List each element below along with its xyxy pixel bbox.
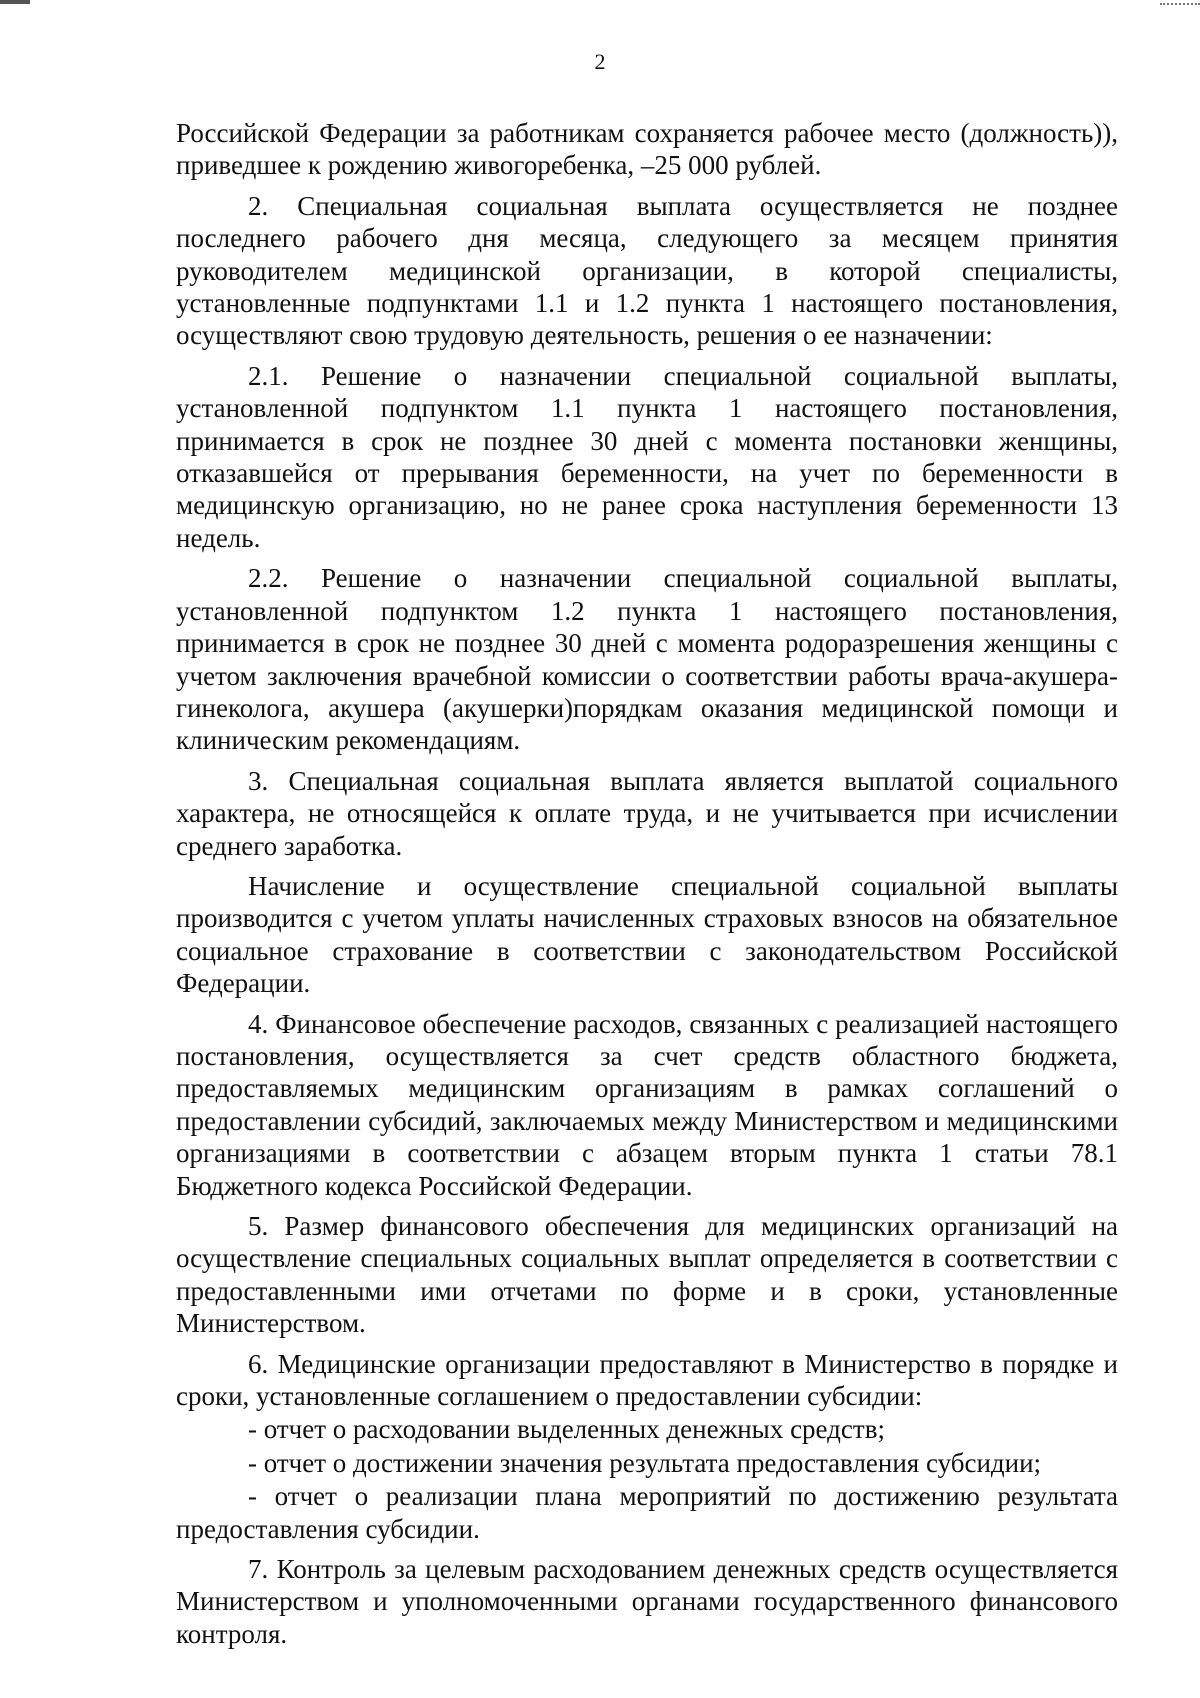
paragraph-3-accrual: Начисление и осуществление специальной социальной выплаты производится с учетом уплаты начисленных страховых взносов на обязательное социальное страхование в соответствии с законодательством Российской Федерации. bbox=[176, 870, 1118, 999]
paragraph-3: 3. Специальная социальная выплата является выплатой социального характера, не относящейся к оплате труда, и не учитывается при исчислении среднего заработка. bbox=[176, 765, 1118, 861]
scan-edge-mark-right bbox=[1160, 3, 1200, 7]
paragraph-2: 2. Специальная социальная выплата осуществляется не позднее последнего рабочего дня месяца, следующего за месяцем принятия руководителем медицинской организации, в которой специалисты, установленные подпунктами 1.1 и 1.2 пункта 1 настоящего постановления, осуществляют свою трудовую деятельность, решения о ее назначении: bbox=[176, 190, 1118, 351]
paragraph-7: 7. Контроль за целевым расходованием денежных средств осуществляется Министерством и уполномоченными органами государственного финансового контроля. bbox=[176, 1554, 1118, 1649]
paragraph-2-1: 2.1. Решение о назначении специальной социальной выплаты, установленной подпунктом 1.1 пункта 1 настоящего постановления, принимается в срок не позднее 30 дней с момента постановки женщины, отказавшейся от прерывания беременности, на учет по беременности в медицинскую организацию, но не ранее срока наступления беременности 13 недель. bbox=[176, 360, 1118, 553]
scan-edge-mark-left bbox=[0, 0, 30, 4]
list-item-report-plan: - отчет о реализации плана мероприятий по достижению результата предоставления субсидии. bbox=[176, 1481, 1118, 1544]
document-body bbox=[176, 117, 1118, 1650]
paragraph-6: 6. Медицинские организации предоставляют в Министерство в порядке и сроки, установленные соглашением о предоставлении субсидии: bbox=[176, 1348, 1118, 1412]
paragraph-4: 4. Финансовое обеспечение расходов, связанных с реализацией настоящего постановления, осуществляется за счет средств областного бюджета, предоставляемых медицинским организациям в рамках соглашений о предоставлении субсидий, заключаемых между Министерством и медицинскими организациями в соответствии с абзацем вторым пункта 1 статьи 78.1 Бюджетного кодекса Российской Федерации. bbox=[176, 1008, 1118, 1201]
paragraph-5: 5. Размер финансового обеспечения для медицинских организаций на осуществление специальных социальных выплат определяется в соответствии с предоставленными ими отчетами по форме и в сроки, установленные Министерством. bbox=[176, 1211, 1118, 1339]
paragraph-continuation: Российской Федерации за работникам сохраняется рабочее место (должность)), приведшее к рождению живогоребенка, –25 000 рублей. bbox=[176, 118, 1118, 181]
list-item-report-result: - отчет о достижении значения результата предоставления субсидии; bbox=[248, 1447, 1042, 1478]
page-number: 2 bbox=[594, 49, 606, 74]
paragraph-2-2: 2.2. Решение о назначении специальной социальной выплаты, установленной подпунктом 1.2 пункта 1 настоящего постановления, принимается в срок не позднее 30 дней с момента родоразрешения женщины с учетом заключения врачебной комиссии о соответствии работы врача-акушера-гинеколога, акушера (акушерки)порядкам оказания медицинской помощи и клиническим рекомендациям. bbox=[176, 563, 1118, 756]
list-item-report-spending: - отчет о расходовании выделенных денежных средств; bbox=[248, 1414, 885, 1445]
